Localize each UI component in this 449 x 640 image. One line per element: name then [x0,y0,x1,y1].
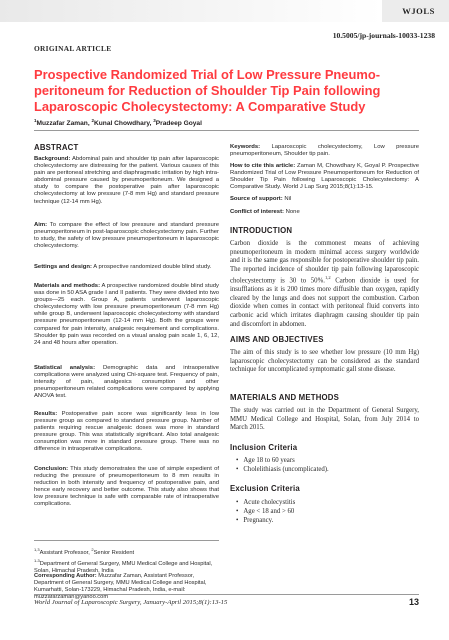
doi: 10.5005/jp-journals-10033-1238 [332,31,435,40]
abstract-methods [34,283,219,347]
results-text: Postoperative pain score was significantly less in low pressure group as compared to standard pressure group. Number of patients requiring rescue analgesic doses was more in standard pressure group. This was statistically significant. Also total analgesic consumption was more in standard pressure group. There was no difference in intraoperative complications. [34,411,219,453]
footer-divider [34,594,419,595]
introduction-sentence: Carbon dioxide is the commonest means of achieving pneumoperitoneum in modern minimal access surgery worldwide and it is the same gas responsible for postoperative shoulder tip pain. The reported incidence of shoulder tip pain following laparoscopic cholecystectomy is 30 to 50%. [230,240,419,285]
list-item: • Age < 18 and > 60 [232,507,295,516]
aims-heading: AIMS AND OBJECTIVES [230,335,324,344]
title-divider [34,130,419,131]
exclusion-heading: Exclusion Criteria [230,484,300,493]
background-text: Abdominal pain and shoulder tip pain after laparoscopic cholecystectomy are distressing for the patient. Various causes of this pain are peritoneal stretching and diaphragmatic irritation by high intra-abdominal pressure caused by pneumoperitoneum. We designed a study to compare the postoperative pain after laparoscopic cholecystectomy at low pressure (7-8 mm Hg) and standard pressure technique (12-14 mm Hg). [34,156,220,205]
conflict-label: Conflict of interest: [230,209,284,215]
aim-text: To compare the effect of low pressure and standard pressure pneumoperitoneum in post-laparoscopic cholecystectomy pain. Further to study, the safety of low pressure pneumoperitoneum in laparoscopic cholecystectomy. [34,222,219,250]
support-text: Nil [284,196,292,202]
stats-label: Statistical analysis: [34,365,96,371]
corresponding-author [34,573,219,601]
introduction-sentence: Carbon dioxide is used for insufflations as it is 200 times more diffusible than oxygen, rapidly cleared by the lungs and does not support the combustion. Carbon dioxide when comes in contact with peritoneal fluid converts into carbonic acid which irritates diaphragm causing shoulder tip pain and discomfort in abdomen. [230,277,420,328]
background-label: Background: [34,156,71,162]
author-number: 2 [91,118,94,123]
inclusion-list [232,456,329,474]
author-number: 3 [153,118,156,123]
conflict-text: None [285,209,300,215]
cite-text: Zaman M, Chowdhary K, Goyal P. Prospective Randomized Trial of Low Pressure Pneumoperitoneum for Reduction of Shoulder Tip Pain following Laparoscopic Cholecystectomy: A Comparative Study. World J Lap Surg 2015;8(1):13-15. [230,163,420,191]
conclusion-label: Conclusion: [34,466,69,472]
abstract-settings [34,264,219,271]
reference-marker: 1,2 [324,275,331,281]
affiliation-role: Senior Resident [93,549,135,556]
materials-heading: MATERIALS AND METHODS [230,393,340,402]
abstract-keywords [230,144,419,158]
author-name: Kunal Chowdhary [94,120,150,128]
header-band [0,0,449,22]
stats-text: Demographic data and intraoperative complications were analyzed using Chi-square test. Frequency of pain, intensity of pain, analgesics consumption and other pneumoperitoneum related complications were compared by applying ANOVA test. [34,365,219,400]
author-name: Muzzafar Zaman [36,120,88,128]
cite-label: How to cite this article: [230,163,296,169]
abstract-results [34,411,219,454]
affiliation-role: Assistant Professor, [39,549,92,556]
how-to-cite [230,163,419,191]
corresponding-label: Corresponding Author: [34,573,97,579]
aims-text: The aim of this study is to see whether low pressure (10 mm Hg) laparoscopic cholecystectomy can be considered as the standard technique for uncomplicated symptomatic gall stone disease. [230,349,419,374]
methods-label: Materials and methods: [34,283,101,289]
keywords-label: Keywords: [230,144,261,150]
settings-label: Settings and design: [34,264,92,270]
affiliation-number: 2 [91,547,94,552]
introduction-text [230,240,419,329]
abstract-aim [34,222,219,250]
abstract-background [34,156,219,206]
results-label: Results: [34,411,58,417]
list-item: • Age 18 to 60 years [232,456,329,465]
aim-label: Aim: [34,222,48,228]
conflict-of-interest [230,209,419,216]
journal-citation: World Journal of Laparoscopic Surgery, January-April 2015;8(1):13-15 [34,599,228,606]
list-item: • Acute cholecystitis [232,498,295,507]
list-item: • Cholelithiasis (uncomplicated). [232,465,329,474]
materials-text: The study was carried out in the Department of General Surgery, MMU Medical College and Hospital, Solan, from July 2014 to March 2015. [230,407,419,432]
affiliation-text: Department of General Surgery, MMU Medical College and Hospital, Solan, Himachal Pradesh, India [34,560,213,574]
introduction-heading: INTRODUCTION [230,226,293,235]
page-number: 13 [408,597,419,607]
abstract-statistics [34,365,219,400]
affiliation-roles [34,546,219,557]
affiliation-number: 1,3 [34,547,40,552]
abstract-conclusion-part [34,466,219,509]
affiliation-number: 1-3 [34,558,40,563]
source-of-support [230,196,419,203]
author-name: Pradeep Goyal [155,120,202,128]
author-list: $^1$Muzzafar Zaman, $^2$Kunal Chowdhary, $^3$Pradeep Goyal [34,118,202,128]
exclusion-list [232,498,295,526]
article-type: ORIGINAL ARTICLE [34,44,112,53]
journal-abbreviation: WJOLS [402,6,435,16]
support-label: Source of support: [230,196,283,202]
abstract-heading: ABSTRACT [34,143,79,152]
conclusion-text: This study demonstrates the use of simple expedient of reducing the pressure of pneumoperitoneum to 8 mm results in reduction in both intensity and frequency of postoperative pain, and hence early recovery and better outcome. This study also shows that low pressure technique is safe with comparable rate of intraoperative complications. [34,466,219,508]
keywords-text: Laparoscopic cholecystectomy, Low pressure pneumoperitoneum, Shoulder tip pain. [230,144,419,158]
corresponding-text: Muzzafar Zaman, Assistant Professor, Department of General Surgery, MMU Medical College and Hospital, Kumarhatti, Solan-173229, Himachal Pradesh, India, e-mail: muzzafarzaman@yahoo.com [34,573,207,600]
author-number: 1 [34,118,37,123]
list-item: • Pregnancy. [232,516,295,525]
methods-text: A prospective randomized double blind study was done in 50 ASA grade I and II patients. They were divided into two groups—25 each. Group A, patients underwent laparoscopic cholecystectomy with low pressure pneumoperitoneum (7-8 mm Hg) while group B, underwent laparoscopic cholecystectomy with standard pressure pneumoperitoneum (12-14 mm Hg). Both the groups were compared for pain intensity, analgesic requirement and complications. Shoulder tip pain was recorded on a visual analog pain scale 1, 6, 12, 24 and 48 hours after operation. [34,283,220,346]
header-band-gradient [0,0,382,22]
inclusion-heading: Inclusion Criteria [230,443,298,452]
settings-text: A prospective randomized double blind study. [93,264,212,270]
article-title: Prospective Randomized Trial of Low Pressure Pneumoperitoneum for Reduction of Shoulder Tip Pain following Laparoscopic Cholecystectomy: A Comparative Study [34,67,381,115]
footnote-divider [34,540,219,541]
